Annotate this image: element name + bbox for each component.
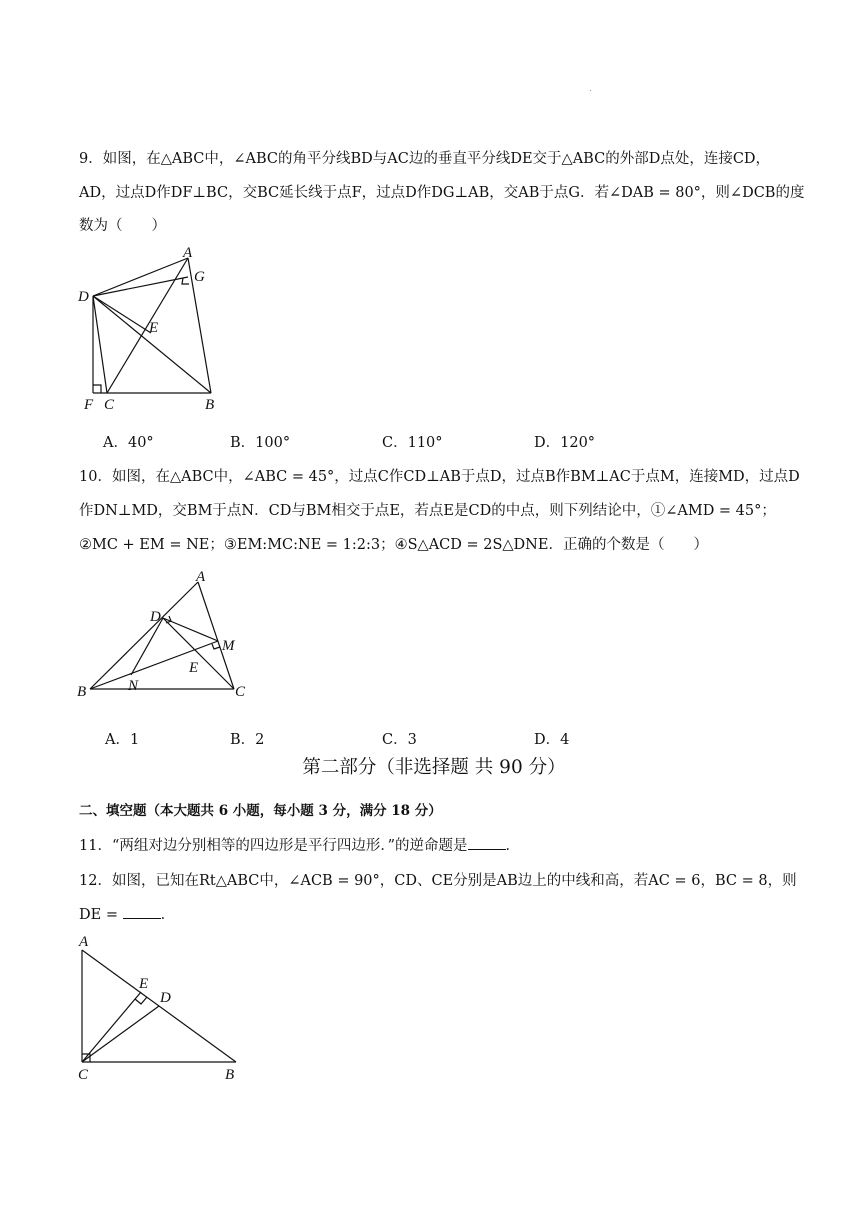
q9-right-angle-F — [93, 385, 101, 393]
q9-right-angle-G — [182, 278, 189, 284]
q10-label-M: M — [222, 638, 235, 654]
q12-text-line2 — [79, 903, 175, 924]
q10-text-line2: 作DN⊥MD，交BM于点N．CD与BM相交于点E，若点E是CD的中点，则下列结论中，①∠AMD = 45°； — [79, 503, 776, 519]
part2-title: 第二部分（非选择题 共 90 分） — [302, 757, 566, 778]
q11-text — [79, 834, 520, 855]
q12-segment-CE — [82, 992, 141, 1062]
q12-answer-blank[interactable] — [123, 917, 161, 919]
q10-figure — [70, 565, 260, 705]
q10-segment-BM — [90, 641, 218, 689]
q12-figure — [70, 930, 260, 1085]
q9-segment-DB — [93, 296, 211, 393]
q9-label-F: F — [84, 397, 94, 413]
q12-label-A: A — [79, 934, 89, 950]
q10-option-b[interactable]: B．2 — [230, 732, 265, 748]
q10-segment-BA — [90, 582, 198, 689]
q9-segment-AC — [107, 258, 188, 393]
q12-text-after: ． — [160, 907, 176, 923]
q12-label-E: E — [139, 976, 149, 992]
q10-option-d[interactable]: D．4 — [534, 732, 570, 748]
q9-text-line2: AD，过点D作DF⊥BC，交BC延长线于点F，过点D作DG⊥AB，交AB于点G．若∠DAB = 80°，则∠DCB的度 — [79, 185, 805, 201]
q9-segment-DG — [93, 277, 188, 296]
q12-label-C: C — [78, 1067, 89, 1083]
q9-label-G: G — [194, 269, 205, 285]
q9-segment-DC — [93, 296, 107, 393]
q9-segment-DA — [93, 258, 188, 296]
q9-text-line1: 9．如图，在△ABC中，∠ABC的角平分线BD与AC边的垂直平分线DE交于△ABC的外部D点处，连接CD， — [79, 151, 771, 167]
q9-label-B: B — [205, 397, 215, 413]
q10-label-D: D — [150, 609, 161, 625]
q9-segment-DE — [93, 296, 151, 333]
q12-right-angle-E — [135, 997, 147, 1004]
q11-text-after: ． — [505, 838, 521, 854]
q12-label-D: D — [160, 990, 171, 1006]
q9-label-E: E — [149, 320, 159, 336]
q10-option-a[interactable]: A．1 — [105, 732, 140, 748]
q12-text-before: DE = — [79, 907, 118, 923]
q9-figure — [75, 245, 235, 420]
q9-label-A: A — [183, 245, 193, 261]
q9-option-b[interactable]: B．100° — [230, 435, 291, 451]
q9-option-d[interactable]: D．120° — [534, 435, 596, 451]
q12-text-line1: 12．如图，已知在Rt△ABC中，∠ACB = 90°，CD、CE分别是AB边上的中线和高，若AC = 6，BC = 8，则 — [79, 873, 797, 889]
q10-text-line1: 10．如图，在△ABC中，∠ABC = 45°，过点C作CD⊥AB于点D，过点B作BM⊥AC于点M，连接MD，过点D — [79, 469, 800, 485]
q12-segment-CD — [82, 1006, 159, 1062]
q10-option-c[interactable]: C．3 — [382, 732, 417, 748]
fill-in-section-heading: 二、填空题（本大题共 6 小题，每小题 3 分，满分 18 分） — [79, 803, 442, 819]
q12-label-B: B — [225, 1067, 235, 1083]
q10-label-N: N — [128, 678, 139, 694]
q10-label-A: A — [196, 569, 206, 585]
q10-segment-DN — [131, 618, 163, 675]
q11-text-before: 11．“两组对边分别相等的四边形是平行四边形．”的逆命题是 — [79, 838, 468, 854]
scan-speck — [590, 90, 591, 91]
q9-option-a[interactable]: A．40° — [103, 435, 154, 451]
q9-label-C: C — [104, 397, 115, 413]
q9-label-D: D — [78, 289, 89, 305]
q10-label-C: C — [235, 684, 246, 700]
q9-text-line3: 数为（ ） — [79, 218, 166, 234]
q10-label-E: E — [189, 660, 199, 676]
q11-answer-blank[interactable] — [468, 848, 506, 850]
q10-label-B: B — [77, 684, 87, 700]
q9-option-c[interactable]: C．110° — [382, 435, 443, 451]
q10-text-line3: ②MC + EM = NE；③EM:MC:NE = 1:2:3；④S△ACD = 2S△DNE．正确的个数是（ ） — [79, 537, 708, 553]
